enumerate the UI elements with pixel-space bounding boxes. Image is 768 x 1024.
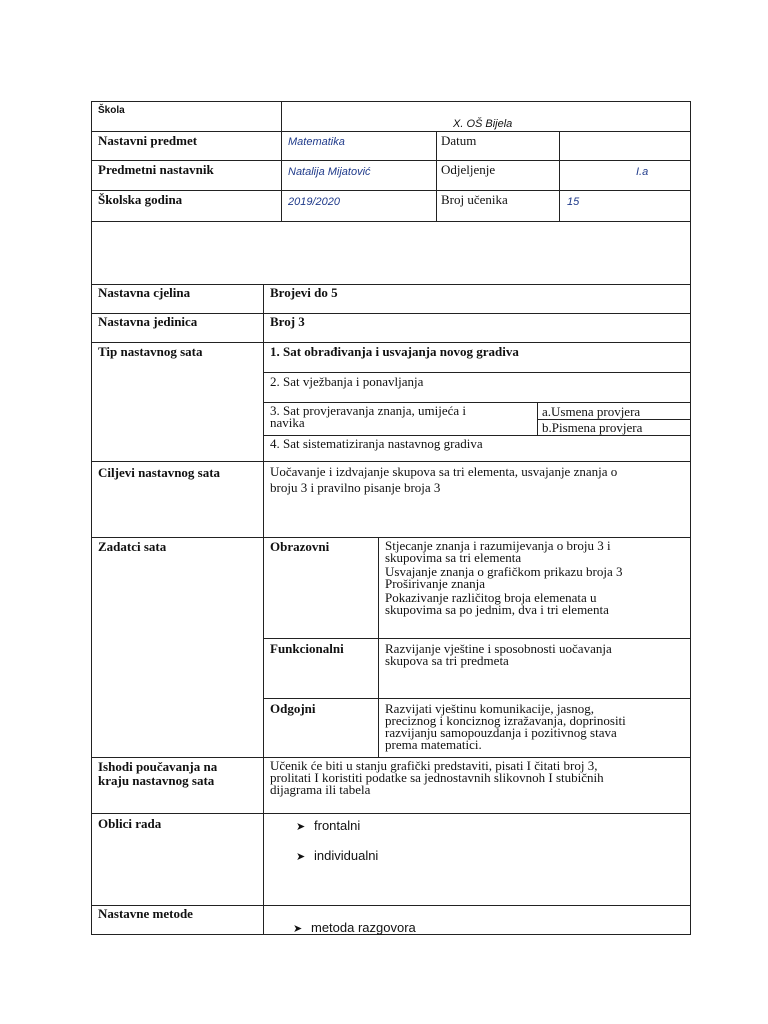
goals-label: Ciljevi nastavnog sata <box>98 465 221 480</box>
subject-value: Matematika <box>288 136 345 148</box>
text-line: skupovima sa po jednim, dva i tri elementa <box>385 602 609 617</box>
row-line <box>263 698 691 699</box>
goals-text <box>270 466 684 494</box>
border-right <box>690 101 691 935</box>
methods-label: Nastavne metode <box>98 906 193 921</box>
row-line <box>263 638 691 639</box>
teacher-label: Predmetni nastavnik <box>98 162 214 177</box>
arrow-bullet-icon: ➤ <box>296 851 306 863</box>
text-line: dijagrama ili tabela <box>270 782 371 797</box>
col-line <box>263 284 264 934</box>
text-line: skupova sa tri predmeta <box>385 653 509 668</box>
text-line: prema matematici. <box>385 737 482 752</box>
work-forms-label: Oblici rada <box>98 816 162 831</box>
lesson-value: Broj 3 <box>270 314 305 329</box>
unit-value: Brojevi do 5 <box>270 285 338 300</box>
text-line: Ishodi poučavanja na <box>98 759 218 774</box>
text-line: prolitati I koristiti podatke sa jednostavnih slikovnoh I stubičnih <box>270 770 604 785</box>
outcomes-text <box>270 760 684 796</box>
text-line: Uočavanje i izdvajanje skupova sa tri elementa, usvajanje znanja o <box>270 464 618 479</box>
subject-label: Nastavni predmet <box>98 133 198 148</box>
text-line: Razvijati vještinu komunikacije, jasnog, <box>385 701 595 716</box>
col-line <box>378 537 379 757</box>
outcomes-label <box>98 760 256 788</box>
col-line <box>559 131 560 221</box>
lesson-type-option-1: 1. Sat obrađivanja i usvajanja novog gradiva <box>270 344 519 359</box>
tasks-functional-text <box>385 643 683 667</box>
row-line <box>91 813 691 814</box>
work-forms-item-text: frontalni <box>314 818 361 833</box>
methods-item <box>293 920 416 935</box>
year-value: 2019/2020 <box>288 196 340 208</box>
lesson-type-option-3b: b.Pismena provjera <box>542 420 643 435</box>
class-label: Odjeljenje <box>441 162 496 177</box>
tasks-educational-text <box>385 540 683 616</box>
text-line: Stjecanje znanja i razumijevanja o broju 3 i <box>385 538 611 553</box>
row-line <box>91 131 281 132</box>
text-line: Proširivanje znanja <box>385 576 485 591</box>
methods-item-text: metoda razgovora <box>311 920 416 935</box>
tasks-upbringing-label: Odgojni <box>270 701 316 716</box>
tasks-functional-label: Funkcionalni <box>270 641 344 656</box>
work-forms-item <box>296 818 360 833</box>
students-value: 15 <box>567 196 580 208</box>
border-left <box>91 101 92 935</box>
year-label: Školska godina <box>98 192 183 207</box>
text-line: Usvajanje znanja o grafičkom prikazu broja 3 <box>385 564 623 579</box>
row-line <box>91 101 691 102</box>
text-line: broju 3 i pravilno pisanje broja 3 <box>270 480 441 495</box>
tasks-upbringing-text <box>385 703 683 751</box>
row-line <box>281 131 691 132</box>
tasks-label: Zadatci sata <box>98 539 167 554</box>
lesson-label: Nastavna jedinica <box>98 314 198 329</box>
text-line: preciznog i konciznog izražavanja, doprinositi <box>385 713 626 728</box>
text-line: skupovima sa tri elementa <box>385 550 522 565</box>
row-line <box>91 221 691 222</box>
date-label: Datum <box>441 133 477 148</box>
row-line <box>263 372 691 373</box>
text-line: 3. Sat provjeravanja znanja, umijeća i <box>270 403 467 418</box>
col-line <box>537 402 538 435</box>
lesson-type-option-3a: a.Usmena provjera <box>542 404 641 419</box>
text-line: Razvijanje vještine i sposobnosti uočavanja <box>385 641 612 656</box>
lesson-type-option-3 <box>270 405 532 429</box>
row-line <box>91 342 691 343</box>
text-line: kraju nastavnog sata <box>98 773 215 788</box>
work-forms-item-text: individualni <box>314 848 379 863</box>
unit-label: Nastavna cjelina <box>98 285 191 300</box>
work-forms-item <box>296 848 378 863</box>
text-line: Pokazivanje različitog broja elemenata u <box>385 590 597 605</box>
teacher-value: Natalija Mijatović <box>288 166 371 178</box>
school-value: X. OŠ Bijela <box>453 118 513 130</box>
row-line <box>91 160 691 161</box>
col-line <box>281 101 282 221</box>
text-line: razvijanju samopouzdanja i pozitivnog stava <box>385 725 617 740</box>
school-label: Škola <box>98 105 125 116</box>
lesson-type-option-2: 2. Sat vježbanja i ponavljanja <box>270 374 424 389</box>
text-line: Učenik će biti u stanju grafički predstaviti, pisati I čitati broj 3, <box>270 758 598 773</box>
students-label: Broj učenika <box>441 192 508 207</box>
col-line <box>436 131 437 221</box>
row-line <box>91 461 691 462</box>
lesson-type-label: Tip nastavnog sata <box>98 344 203 359</box>
arrow-bullet-icon: ➤ <box>293 923 303 935</box>
tasks-educational-label: Obrazovni <box>270 539 330 554</box>
text-line: navika <box>270 415 305 430</box>
lesson-type-option-4: 4. Sat sistematiziranja nastavnog gradiva <box>270 436 483 451</box>
row-line <box>91 190 691 191</box>
class-value: I.a <box>636 166 649 178</box>
arrow-bullet-icon: ➤ <box>296 821 306 833</box>
